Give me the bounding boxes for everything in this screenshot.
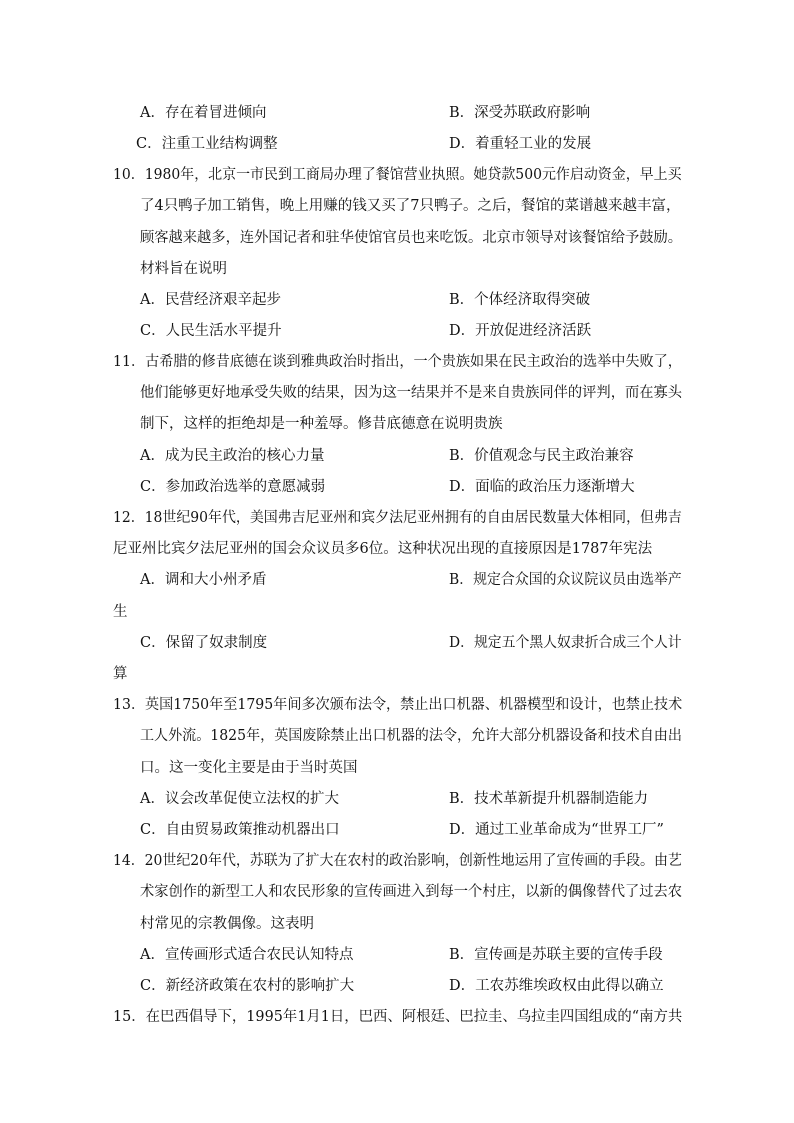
question-12-line-1: 12．18世纪90年代，美国弗吉尼亚州和宾夕法尼亚州拥有的自由居民数量大体相同，但弗吉 xyxy=(113,510,682,526)
option-9d: D．着重轻工业的发展 xyxy=(449,136,592,152)
question-11-line-3: 制下，这样的拒绝却是一种羞辱。修昔底德意在说明贵族 xyxy=(140,416,503,432)
question-10-line-2: 了4只鸭子加工销售，晚上用赚的钱又买了7只鸭子。之后，餐馆的菜谱越来越丰富， xyxy=(140,198,681,214)
question-13-line-2: 工人外流。1825年，英国废除禁止出口机器的法令，允许大部分机器设备和技术自由出 xyxy=(140,728,682,744)
question-12-line-2: 尼亚州比宾夕法尼亚州的国会众议员多6位。这种状况出现的直接原因是1787年宪法 xyxy=(113,541,653,557)
option-13c: C．自由贸易政策推动机器出口 xyxy=(140,822,340,838)
option-11b: B．价值观念与民主政治兼容 xyxy=(449,448,634,464)
question-10-line-3: 顾客越来越多，连外国记者和驻华使馆官员也来吃饭。北京市领导对该餐馆给予鼓励。 xyxy=(140,230,683,246)
option-11d: D．面临的政治压力逐渐增大 xyxy=(449,479,635,495)
question-10-line-4: 材料旨在说明 xyxy=(140,261,227,277)
question-11-line-1: 11．古希腊的修昔底德在谈到雅典政治时指出，一个贵族如果在民主政治的选举中失败了， xyxy=(113,354,682,370)
option-12a: A．调和大小州矛盾 xyxy=(140,572,267,588)
option-9b: B．深受苏联政府影响 xyxy=(449,105,591,121)
question-13-line-1: 13．英国1750年至1795年间多次颁布法令，禁止出口机器、机器模型和设计，也禁止技术 xyxy=(113,697,683,713)
question-13-line-3: 口。这一变化主要是由于当时英国 xyxy=(140,760,358,776)
option-14d: D．工农苏维埃政权由此得以确立 xyxy=(449,978,664,994)
option-12d: D．规定五个黑人奴隶折合成三个人计 xyxy=(449,635,682,651)
option-12b: B．规定合众国的众议院议员由选举产 xyxy=(449,572,682,588)
option-10c: C．人民生活水平提升 xyxy=(140,323,282,339)
option-10d: D．开放促进经济活跃 xyxy=(449,323,592,339)
question-14-line-1: 14．20世纪20年代，苏联为了扩大在农村的政治影响，创新性地运用了宣传画的手段。由艺 xyxy=(113,853,682,869)
option-14c: C．新经济政策在农村的影响扩大 xyxy=(140,978,355,994)
option-12d-wrap: 算 xyxy=(113,666,128,682)
option-13a: A．议会改革促使立法权的扩大 xyxy=(140,791,339,807)
question-15-line-1: 15．在巴西倡导下，1995年1月1日，巴西、阿根廷、巴拉圭、乌拉圭四国组成的“南方共 xyxy=(113,1009,683,1025)
option-12c: C．保留了奴隶制度 xyxy=(140,635,268,651)
option-10b: B．个体经济取得突破 xyxy=(449,292,591,308)
option-11a: A．成为民主政治的核心力量 xyxy=(140,448,325,464)
option-12b-wrap: 生 xyxy=(113,604,128,620)
option-13d: D．通过工业革命成为“世界工厂” xyxy=(449,822,664,838)
question-10-line-1: 10．1980年，北京一市民到工商局办理了餐馆营业执照。她贷款500元作启动资金，早上买 xyxy=(113,167,682,183)
question-11-line-2: 他们能够更好地承受失败的结果，因为这一结果并不是来自贵族同伴的评判，而在寡头 xyxy=(140,385,683,401)
question-14-line-3: 村常见的宗教偶像。这表明 xyxy=(140,916,314,932)
option-13b: B．技术革新提升机器制造能力 xyxy=(449,791,649,807)
option-11c: C．参加政治选举的意愿减弱 xyxy=(140,479,326,495)
option-9c: C．注重工业结构调整 xyxy=(136,136,278,152)
option-9a: A．存在着冒进倾向 xyxy=(140,105,267,121)
question-14-line-2: 术家创作的新型工人和农民形象的宣传画进入到每一个村庄，以新的偶像替代了过去农 xyxy=(140,884,683,900)
option-10a: A．民营经济艰辛起步 xyxy=(140,292,281,308)
option-14b: B．宣传画是苏联主要的宣传手段 xyxy=(449,947,663,963)
option-14a: A．宣传画形式适合农民认知特点 xyxy=(140,947,354,963)
